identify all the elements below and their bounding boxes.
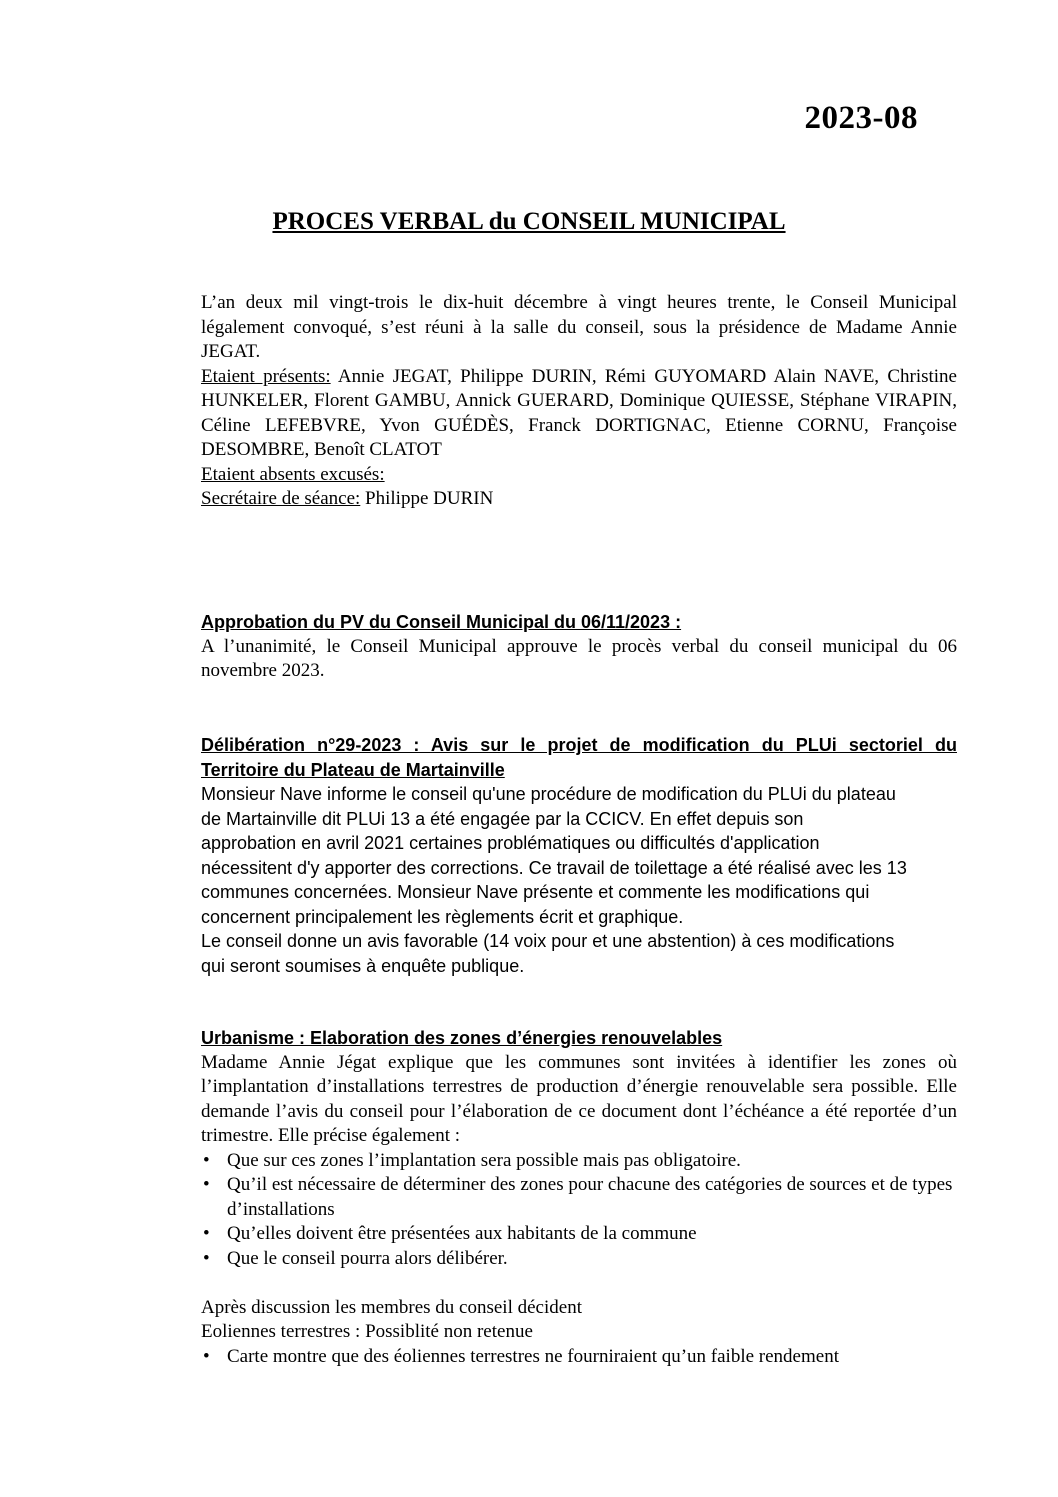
eoliennes-bullet-list	[201, 1345, 957, 1370]
list-item	[201, 1173, 957, 1222]
deliberation-line: approbation en avril 2021 certaines problématiques ou difficultés d'application	[201, 833, 820, 853]
list-item-text: Que sur ces zones l’implantation sera possible mais pas obligatoire.	[227, 1149, 741, 1171]
urbanisme-paragraph: Madame Annie Jégat explique que les communes sont invitées à identifier les zones où l’implantation d’installations terrestres de production d’énergie renouvelable sera possible. Elle demande l’avis du conseil pour l’élaboration de ce document dont l’échéance a été reportée d’un trimestre. Elle précise également :	[201, 1051, 957, 1146]
present-label: Etaient présents:	[201, 365, 331, 387]
deliberation-line: Le conseil donne un avis favorable (14 voix pour et une abstention) à ces modifications	[201, 931, 895, 951]
bullet-icon: •	[203, 1345, 210, 1367]
secretary-name: Philippe DURIN	[360, 488, 494, 509]
deliberation-line: de Martainville dit PLUi 13 a été engagée par la CCICV. En effet depuis son	[201, 808, 804, 829]
list-item	[201, 1149, 957, 1174]
absent-members	[201, 463, 957, 488]
approbation-section	[201, 610, 957, 684]
list-item	[201, 1222, 957, 1247]
urbanisme-section	[201, 1026, 957, 1369]
bullet-icon: •	[203, 1174, 210, 1195]
deliberation-line: qui seront soumises à enquête publique.	[201, 955, 525, 976]
spacer	[201, 1271, 957, 1296]
bullet-icon: •	[203, 1223, 210, 1244]
deliberation-line: concernent principalement les règlements écrit et graphique.	[201, 906, 684, 927]
deliberation-line: communes concernées. Monsieur Nave présente et commente les modifications qui	[201, 882, 870, 902]
urbanisme-bullet-list	[201, 1149, 957, 1272]
list-item-text: Qu’elles doivent être présentées aux habitants de la commune	[227, 1223, 697, 1244]
list-item-text: Carte montre que des éoliennes terrestres ne fourniraient qu’un faible rendement	[227, 1345, 839, 1367]
list-item	[201, 1247, 957, 1272]
absent-label: Etaient absents excusés:	[201, 463, 385, 485]
approbation-heading: Approbation du PV du Conseil Municipal du 06/11/2023 :	[201, 612, 682, 632]
intro-section	[201, 291, 957, 512]
deliberation-section	[201, 733, 957, 978]
deliberation-line: Monsieur Nave informe le conseil qu'une procédure de modification du PLUi du plateau	[201, 784, 896, 804]
bullet-icon: •	[203, 1247, 210, 1269]
present-list: Annie JEGAT, Philippe DURIN, Rémi GUYOMARD Alain NAVE, Christine HUNKELER, Florent GAMBU, Annick GUERARD, Dominique QUIESSE, Stéphane VIRAPIN, Céline LEFEBVRE, Yvon GUÉDÈS, Franck DORTIGNAC, Etienne CORNU, Françoise DESOMBRE, Benoît CLATOT	[201, 365, 957, 460]
deliberation-line: nécessitent d'y apporter des corrections. Ce travail de toilettage a été réalisé avec les 13	[201, 857, 907, 878]
document-reference: 2023-08	[804, 100, 918, 136]
list-item-text: Qu’il est nécessaire de déterminer des zones pour chacune des catégories de sources et de types d’installations	[227, 1174, 953, 1220]
bullet-icon: •	[203, 1149, 210, 1171]
secretary-label: Secrétaire de séance:	[201, 488, 361, 509]
intro-paragraph: L’an deux mil vingt-trois le dix-huit décembre à vingt heures trente, le Conseil Municipal légalement convoqué, s’est réuni à la salle du conseil, sous la présidence de Madame Annie JEGAT.	[201, 292, 957, 362]
deliberation-heading-line-2: Territoire du Plateau de Martainville	[201, 759, 505, 780]
document-title: PROCES VERBAL du CONSEIL MUNICIPAL	[272, 208, 786, 235]
after-discussion: Après discussion les membres du conseil décident	[201, 1296, 582, 1318]
eoliennes-line: Eoliennes terrestres : Possiblité non retenue	[201, 1321, 533, 1342]
secretary	[201, 487, 957, 512]
deliberation-heading-line-1: Délibération n°29-2023 : Avis sur le projet de modification du PLUi sectoriel du	[201, 735, 957, 755]
list-item-text: Que le conseil pourra alors délibérer.	[227, 1247, 508, 1269]
approbation-text: A l’unanimité, le Conseil Municipal approuve le procès verbal du conseil municipal du 06 novembre 2023.	[201, 635, 957, 681]
present-members	[201, 365, 957, 463]
urbanisme-heading: Urbanisme : Elaboration des zones d’énergies renouvelables	[201, 1028, 723, 1048]
list-item	[201, 1345, 957, 1370]
